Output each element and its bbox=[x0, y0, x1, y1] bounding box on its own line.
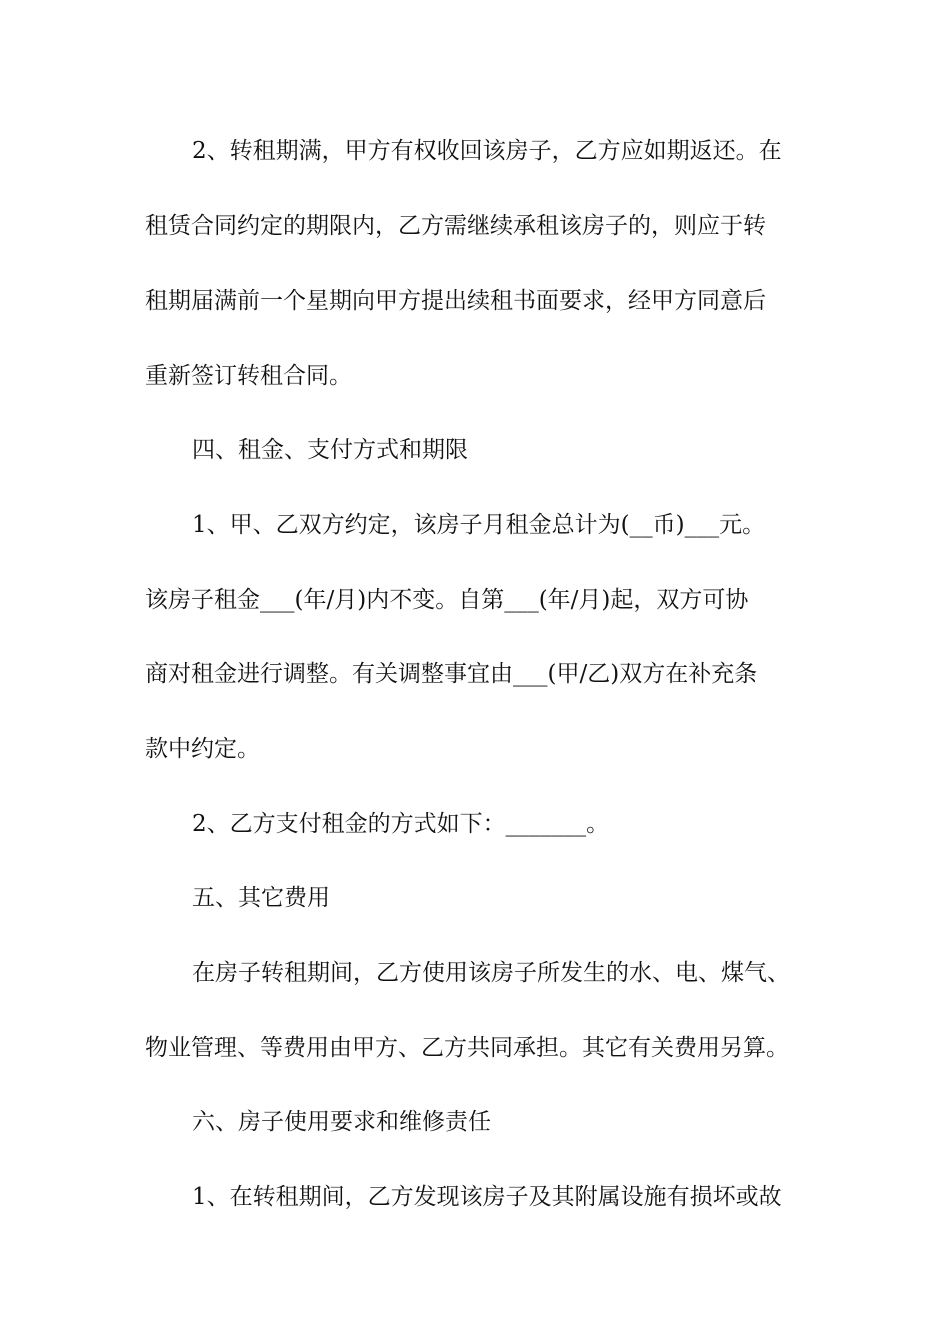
paragraph-line-4: 重新签订转租合同。 bbox=[145, 363, 352, 389]
paragraph-line-8: 商对租金进行调整。有关调整事宜由___(甲/乙)双方在补充条 bbox=[145, 661, 758, 687]
paragraph-line-9: 款中约定。 bbox=[145, 736, 260, 762]
paragraph-line-1: 2、转租期满，甲方有权收回该房子，乙方应如期返还。在 bbox=[192, 138, 782, 164]
section-heading-other-fees: 五、其它费用 bbox=[192, 885, 330, 911]
paragraph-line-2: 租赁合同约定的期限内，乙方需继续承租该房子的，则应于转 bbox=[145, 213, 766, 239]
paragraph-line-10: 2、乙方支付租金的方式如下：_______。 bbox=[192, 811, 610, 837]
section-heading-rent: 四、租金、支付方式和期限 bbox=[192, 437, 468, 463]
paragraph-line-13: 物业管理、等费用由甲方、乙方共同承担。其它有关费用另算。 bbox=[145, 1035, 789, 1061]
paragraph-line-6: 1、甲、乙双方约定，该房子月租金总计为(__币)___元。 bbox=[192, 512, 766, 538]
paragraph-line-12: 在房子转租期间，乙方使用该房子所发生的水、电、煤气、 bbox=[192, 960, 790, 986]
section-heading-usage-maintenance: 六、房子使用要求和维修责任 bbox=[192, 1109, 491, 1135]
paragraph-line-15: 1、在转租期间，乙方发现该房子及其附属设施有损坏或故 bbox=[192, 1184, 782, 1210]
paragraph-line-3: 租期届满前一个星期向甲方提出续租书面要求，经甲方同意后 bbox=[145, 288, 766, 314]
paragraph-line-7: 该房子租金___(年/月)内不变。自第___(年/月)起，双方可协 bbox=[145, 587, 749, 613]
